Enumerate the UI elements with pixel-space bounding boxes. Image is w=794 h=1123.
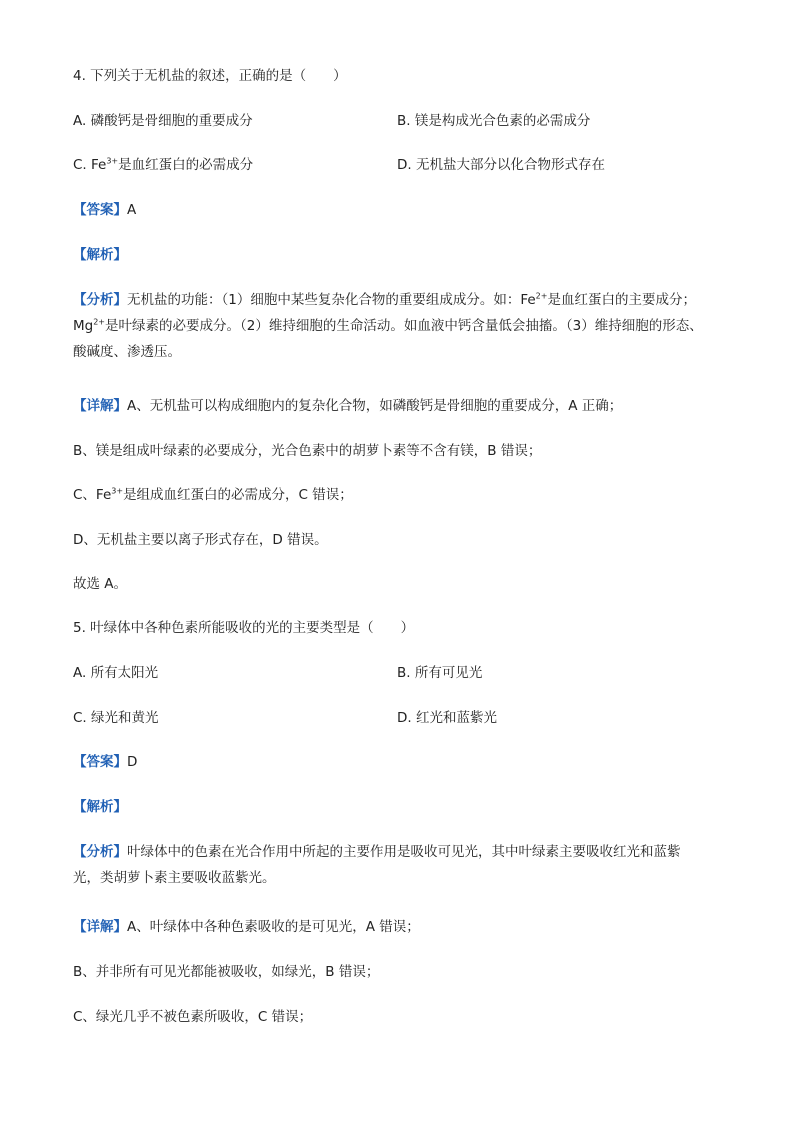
q5-fenxi-tag: 【分析】: [73, 844, 127, 860]
q5-fenxi-line-1-text: 叶绿体中的色素在光合作用中所起的主要作用是吸收可见光，其中叶绿素主要吸收红光和蓝紫: [127, 844, 681, 860]
q5-answer-value: D: [127, 754, 138, 770]
q5-option-b: B. 所有可见光: [397, 665, 483, 681]
q4-fenxi-line-2: [73, 313, 723, 339]
q4-fenxi-tag: 【分析】: [73, 292, 127, 308]
q4-fenxi-line-1-sup: 2+: [535, 291, 548, 301]
q5-option-d: D. 红光和蓝紫光: [397, 710, 497, 726]
q4-xiangjie-d: D、无机盐主要以离子形式存在，D 错误。: [73, 532, 328, 548]
q5-xiangjie-b: B、并非所有可见光都能被吸收，如绿光，B 错误；: [73, 964, 380, 980]
q5-fenxi-line-1: [73, 839, 723, 865]
q5-answer: [73, 752, 137, 772]
q4-options-row-1: [73, 111, 723, 131]
q4-option-c-prefix: C. Fe: [73, 157, 107, 173]
q4-analysis-tag: 【解析】: [73, 247, 127, 263]
q4-xiangjie-a-text: A、无机盐可以构成细胞内的复杂化合物，如磷酸钙是骨细胞的重要成分，A 正确；: [127, 398, 623, 414]
q4-answer-value: A: [127, 202, 137, 218]
q5-options-row-2: [73, 708, 723, 728]
q4-xiangjie-c-post: 是组成血红蛋白的必需成分，C 错误；: [123, 487, 353, 503]
q5-fenxi: [73, 839, 723, 891]
q4-option-b: B. 镁是构成光合色素的必需成分: [397, 113, 591, 129]
q4-option-c-superscript: 3+: [106, 156, 119, 166]
q5-option-c: C. 绿光和黄光: [73, 710, 159, 726]
q4-xiangjie-c-sup: 3+: [111, 486, 124, 496]
q4-fenxi-line-2-post: 是叶绿素的必要成分。（2）维持细胞的生命活动。如血液中钙含量低会抽搐。（3）维持细胞的形态、: [105, 318, 703, 334]
q4-stem: 4. 下列关于无机盐的叙述，正确的是（ ）: [73, 68, 347, 84]
q4-conclusion: 故选 A。: [73, 576, 128, 592]
q4-xiangjie-b: B、镁是组成叶绿素的必要成分，光合色素中的胡萝卜素等不含有镁，B 错误；: [73, 443, 542, 459]
q4-xiangjie-c: [73, 485, 353, 505]
q4-fenxi-line-1-pre: 无机盐的功能：（1）细胞中某些复杂化合物的重要组成成分。如：Fe: [127, 292, 536, 308]
q5-xiangjie-a-text: A、叶绿体中各种色素吸收的是可见光，A 错误；: [127, 919, 420, 935]
q5-option-a: A. 所有太阳光: [73, 665, 159, 681]
q5-stem: 5. 叶绿体中各种色素所能吸收的光的主要类型是（ ）: [73, 620, 415, 636]
q4-option-c: [73, 155, 253, 175]
q5-analysis-tag: 【解析】: [73, 799, 127, 815]
q4-xiangjie-c-pre: C、Fe: [73, 487, 112, 503]
q4-options-row-2: [73, 155, 723, 175]
q4-option-d: D. 无机盐大部分以化合物形式存在: [397, 157, 605, 173]
q5-options-row-1: [73, 663, 723, 683]
q4-fenxi-line-2-sup: 2+: [93, 317, 106, 327]
q4-xiangjie-a: [73, 396, 622, 416]
q5-fenxi-line-2: 光，类胡萝卜素主要吸收蓝紫光。: [73, 870, 276, 886]
q5-xiangjie-tag: 【详解】: [73, 919, 127, 935]
q4-answer: [73, 200, 136, 220]
q4-analysis-heading: [73, 245, 127, 265]
q4-xiangjie-tag: 【详解】: [73, 398, 127, 414]
q4-answer-tag: 【答案】: [73, 202, 127, 218]
q4-fenxi-line-3: 酸碱度、渗透压。: [73, 344, 181, 360]
q4-fenxi-line-2-pre: Mg: [73, 318, 94, 334]
q4-fenxi: [73, 287, 723, 365]
q4-fenxi-line-1: [73, 287, 723, 313]
q5-analysis-heading: [73, 797, 127, 817]
q4-fenxi-line-1-post: 是血红蛋白的主要成分；: [547, 292, 696, 308]
q4-option-c-text: 是血红蛋白的必需成分: [118, 157, 254, 173]
q5-xiangjie-c: C、绿光几乎不被色素所吸收，C 错误；: [73, 1009, 313, 1025]
q4-option-a: A. 磷酸钙是骨细胞的重要成分: [73, 113, 253, 129]
q5-answer-tag: 【答案】: [73, 754, 127, 770]
q5-xiangjie-a: [73, 917, 420, 937]
